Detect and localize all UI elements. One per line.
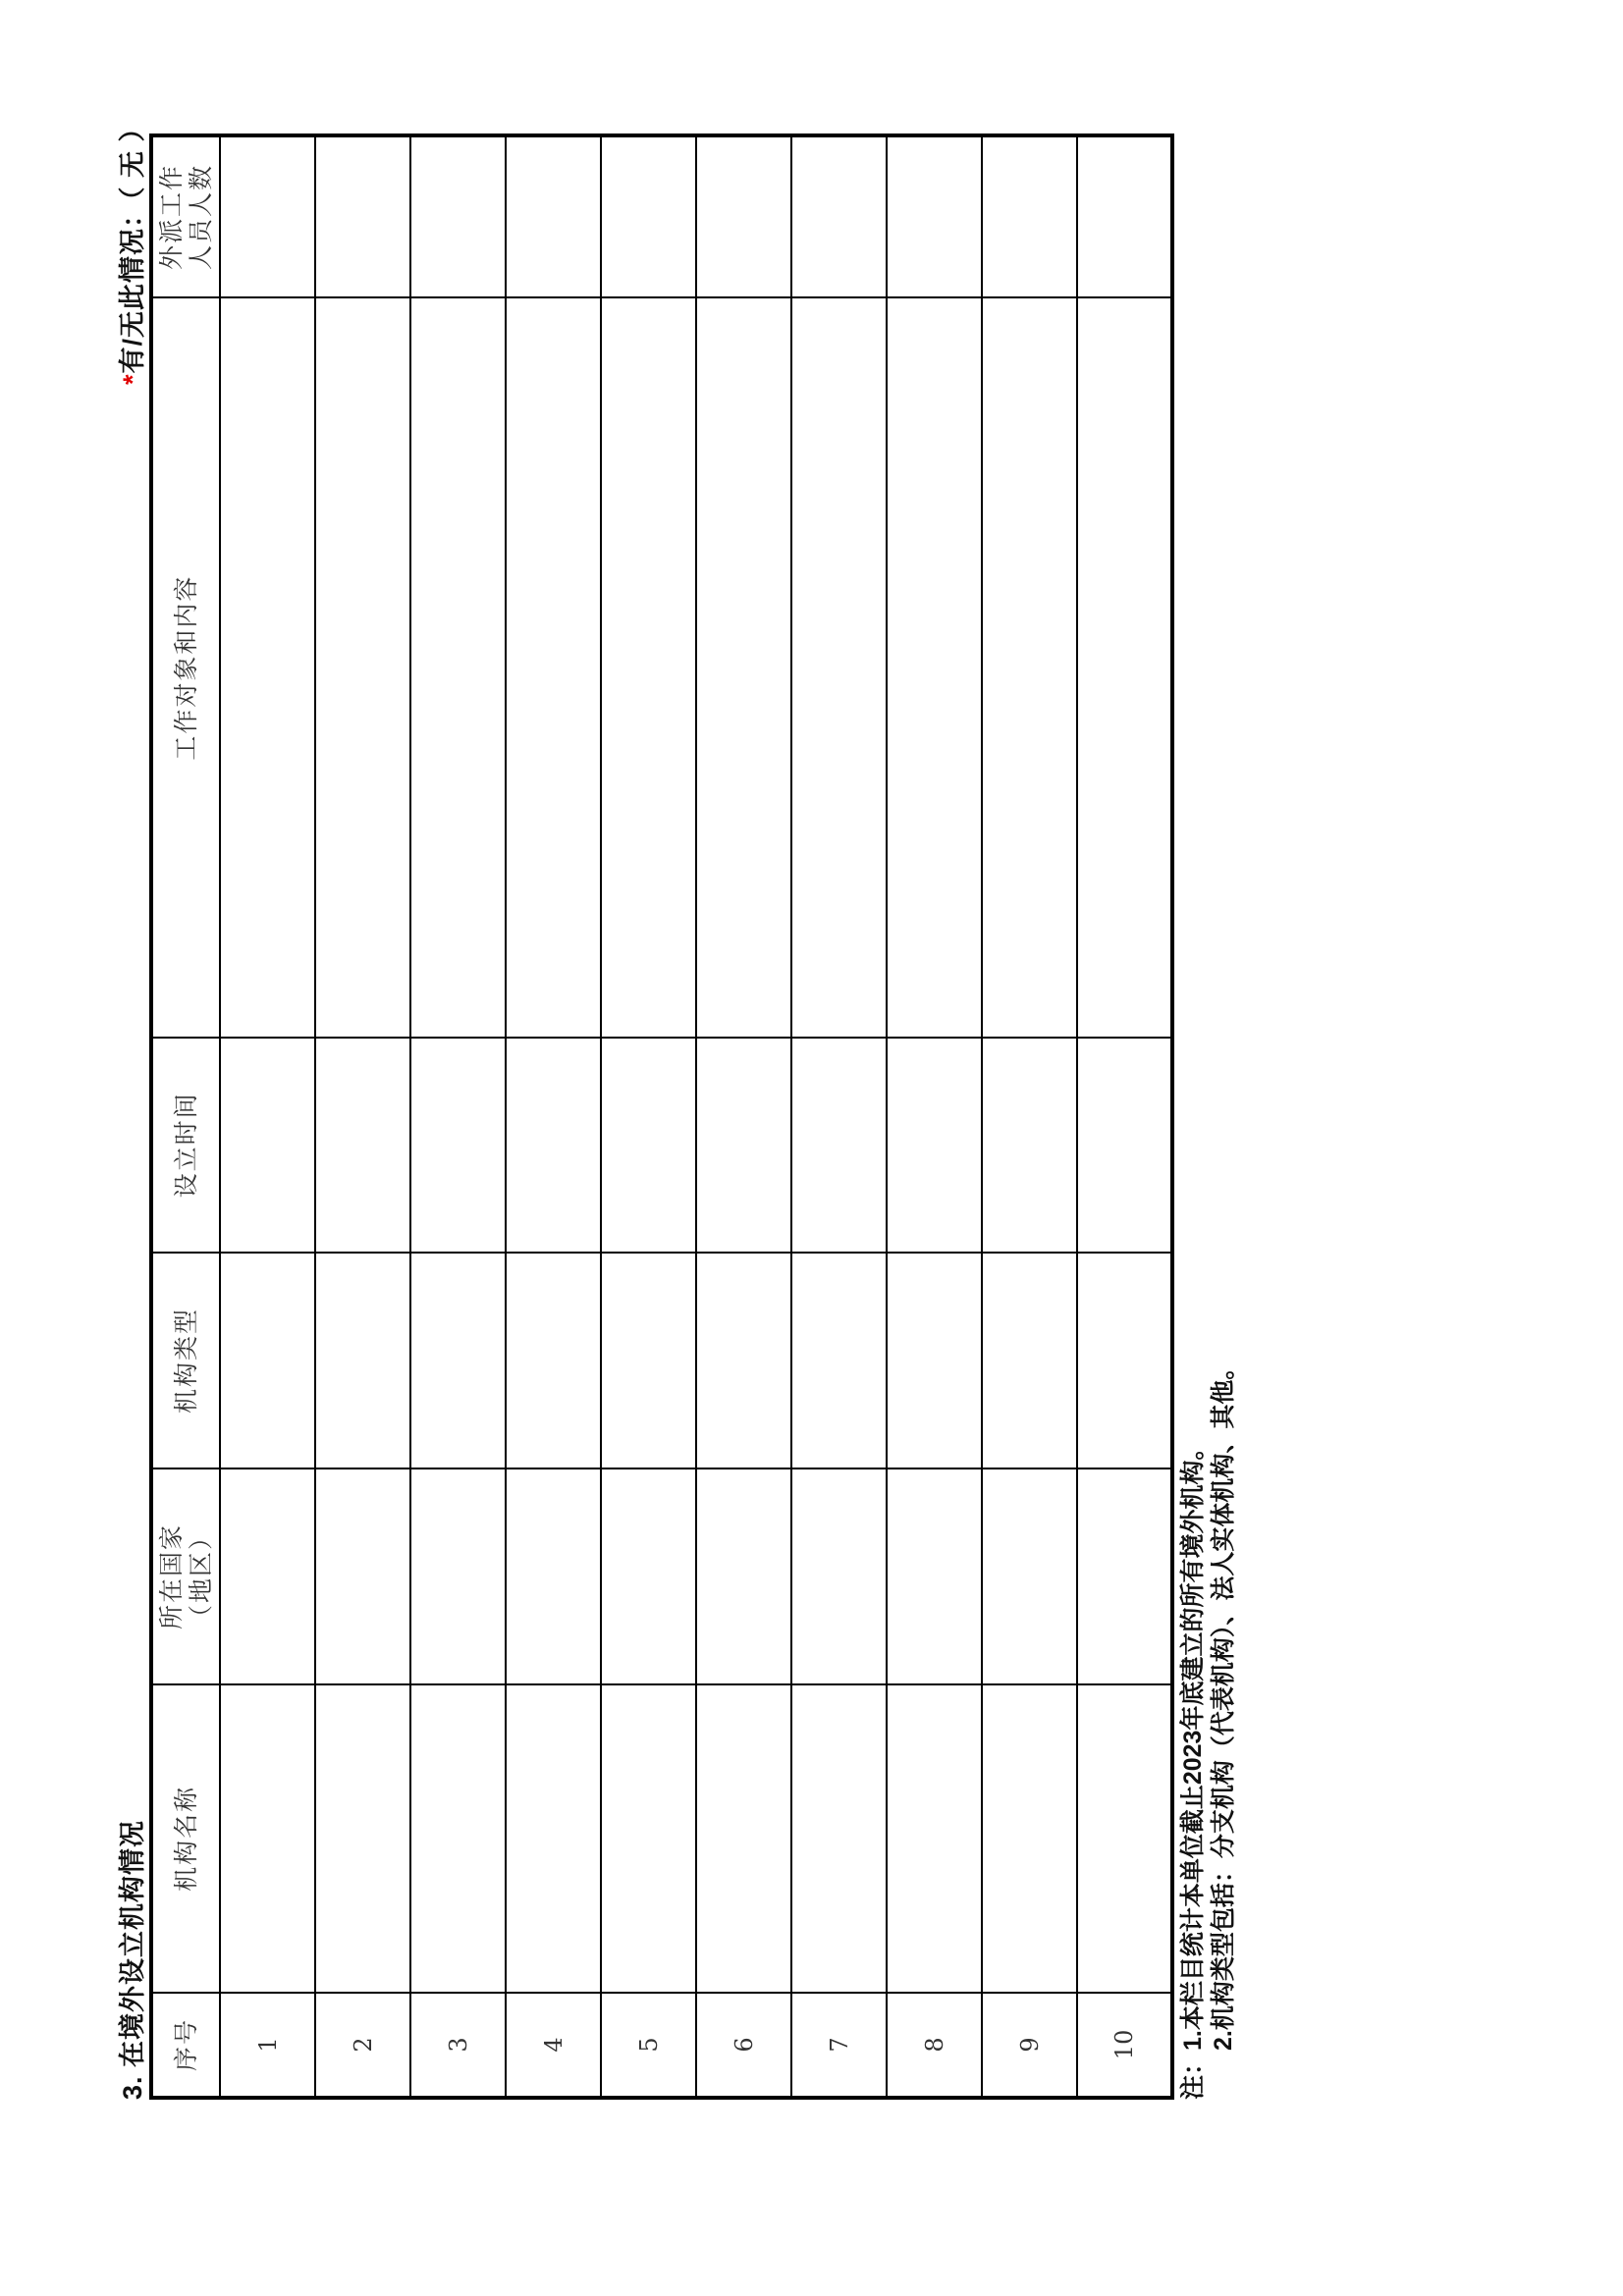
row-seq: 8: [887, 1993, 982, 2098]
cell-type[interactable]: [887, 1253, 982, 1469]
cell-name[interactable]: [220, 1684, 315, 1993]
header-time: 设立时间: [151, 1038, 220, 1252]
cell-name[interactable]: [696, 1684, 791, 1993]
row-seq: 7: [791, 1993, 887, 2098]
cell-country[interactable]: [982, 1468, 1077, 1684]
cell-time[interactable]: [696, 1038, 791, 1252]
cell-type[interactable]: [696, 1253, 791, 1469]
table-row: [791, 135, 887, 2098]
required-asterisk: *: [118, 373, 147, 385]
cell-name[interactable]: [601, 1684, 696, 1993]
header-seq: 序号: [151, 1993, 220, 2098]
cell-staff[interactable]: [791, 135, 887, 297]
cell-name[interactable]: [887, 1684, 982, 1993]
cell-type[interactable]: [791, 1253, 887, 1469]
cell-staff[interactable]: [887, 135, 982, 297]
cell-time[interactable]: [220, 1038, 315, 1252]
row-seq: 10: [1077, 1993, 1172, 2098]
cell-country[interactable]: [506, 1468, 601, 1684]
cell-country[interactable]: [696, 1468, 791, 1684]
cell-country[interactable]: [410, 1468, 506, 1684]
cell-content[interactable]: [315, 297, 410, 1038]
overseas-institutions-table: [149, 133, 1174, 2100]
cell-content[interactable]: [1077, 297, 1172, 1038]
cell-time[interactable]: [601, 1038, 696, 1252]
cell-staff[interactable]: [696, 135, 791, 297]
header-content: 工作对象和内容: [151, 297, 220, 1038]
footnote-1: 注：1.本栏目统计本单位截止2023年底建立的所有境外机构。: [1179, 1435, 1207, 2100]
cell-time[interactable]: [506, 1038, 601, 1252]
cell-content[interactable]: [601, 297, 696, 1038]
cell-staff[interactable]: [315, 135, 410, 297]
cell-content[interactable]: [887, 297, 982, 1038]
header-staff-line2: 人员人数: [186, 163, 215, 270]
row-seq: 4: [506, 1993, 601, 2098]
cell-content[interactable]: [696, 297, 791, 1038]
cell-time[interactable]: [1077, 1038, 1172, 1252]
cell-name[interactable]: [410, 1684, 506, 1993]
cell-type[interactable]: [410, 1253, 506, 1469]
header-name: 机构名称: [151, 1684, 220, 1993]
cell-staff[interactable]: [410, 135, 506, 297]
cell-name[interactable]: [791, 1684, 887, 1993]
cell-country[interactable]: [887, 1468, 982, 1684]
cell-staff[interactable]: [1077, 135, 1172, 297]
row-seq: 1: [220, 1993, 315, 2098]
header-staff: [151, 135, 220, 297]
footnotes: [1178, 1356, 1239, 2100]
cell-type[interactable]: [315, 1253, 410, 1469]
footnote-2: 2.机构类型包括：分支机构（代表机构）、法人实体机构、其他。: [1210, 1355, 1237, 2051]
cell-content[interactable]: [410, 297, 506, 1038]
cell-name[interactable]: [315, 1684, 410, 1993]
table-row: [410, 135, 506, 2098]
header-staff-line1: 外派工作: [156, 163, 186, 270]
status-indicator: [111, 114, 149, 385]
cell-content[interactable]: [220, 297, 315, 1038]
header-country-line1: 所在国家: [156, 1523, 186, 1630]
cell-name[interactable]: [506, 1684, 601, 1993]
cell-time[interactable]: [410, 1038, 506, 1252]
status-label: 有/无此情况：（ 无 ）: [118, 114, 147, 374]
cell-staff[interactable]: [506, 135, 601, 297]
cell-content[interactable]: [791, 297, 887, 1038]
table-row: [1077, 135, 1172, 2098]
table-row: [887, 135, 982, 2098]
cell-name[interactable]: [1077, 1684, 1172, 1993]
table-row: [315, 135, 410, 2098]
row-seq: 6: [696, 1993, 791, 2098]
cell-country[interactable]: [1077, 1468, 1172, 1684]
header-country: [151, 1468, 220, 1684]
cell-type[interactable]: [220, 1253, 315, 1469]
cell-type[interactable]: [506, 1253, 601, 1469]
header-type: 机构类型: [151, 1253, 220, 1469]
cell-type[interactable]: [982, 1253, 1077, 1469]
row-seq: 5: [601, 1993, 696, 2098]
cell-staff[interactable]: [601, 135, 696, 297]
cell-time[interactable]: [315, 1038, 410, 1252]
table-header-row: [151, 135, 220, 2098]
cell-country[interactable]: [220, 1468, 315, 1684]
row-seq: 3: [410, 1993, 506, 2098]
section-title: 3. 在境外设立机构情况: [118, 1819, 147, 2100]
header-country-line2: （地区）: [186, 1523, 215, 1630]
cell-time[interactable]: [791, 1038, 887, 1252]
table-row: [506, 135, 601, 2098]
cell-name[interactable]: [982, 1684, 1077, 1993]
table-row: [982, 135, 1077, 2098]
cell-country[interactable]: [315, 1468, 410, 1684]
cell-time[interactable]: [982, 1038, 1077, 1252]
cell-country[interactable]: [791, 1468, 887, 1684]
cell-staff[interactable]: [220, 135, 315, 297]
cell-type[interactable]: [1077, 1253, 1172, 1469]
cell-country[interactable]: [601, 1468, 696, 1684]
table-row: [696, 135, 791, 2098]
row-seq: 2: [315, 1993, 410, 2098]
cell-content[interactable]: [982, 297, 1077, 1038]
table-row: [601, 135, 696, 2098]
row-seq: 9: [982, 1993, 1077, 2098]
cell-time[interactable]: [887, 1038, 982, 1252]
cell-content[interactable]: [506, 297, 601, 1038]
table-row: [220, 135, 315, 2098]
cell-type[interactable]: [601, 1253, 696, 1469]
cell-staff[interactable]: [982, 135, 1077, 297]
